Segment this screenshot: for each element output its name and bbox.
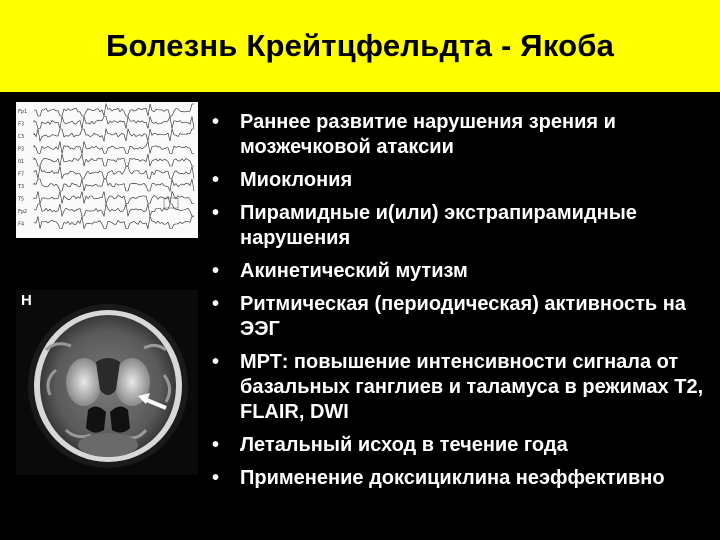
bullet-text: Миоклония bbox=[240, 169, 353, 191]
bullet-dot: • bbox=[212, 467, 220, 489]
bullet-text: Раннее развитие нарушения зрения и мозжечковой атаксии bbox=[240, 111, 616, 158]
bullet-text: Ритмическая (периодическая) активность на ЭЭГ bbox=[240, 293, 686, 340]
bullet-list bbox=[212, 110, 712, 499]
bullet-text: МРТ: повышение интенсивности сигнала от базальных ганглиев и таламуса в режимах T2, FLAIR, DWI bbox=[240, 351, 704, 423]
eeg-channel-label: T5 bbox=[18, 196, 25, 203]
bullet-text: Применение доксициклина неэффективно bbox=[240, 467, 665, 489]
eeg-trace bbox=[34, 129, 194, 141]
bullet-text: Летальный исход в течение года bbox=[240, 434, 568, 456]
bullet-dot: • bbox=[212, 202, 220, 224]
bullet-dot: • bbox=[212, 169, 220, 191]
bullet-item bbox=[212, 433, 712, 458]
bullet-dot: • bbox=[212, 260, 220, 282]
bullet-item bbox=[212, 168, 712, 193]
bullet-text: Пирамидные и(или) экстрапирамидные нарушения bbox=[240, 202, 637, 249]
eeg-channel-label: Fp2 bbox=[18, 209, 28, 215]
mri-label: H bbox=[21, 292, 32, 309]
bullet-item bbox=[212, 259, 712, 284]
eeg-channel-label: Fp1 bbox=[18, 109, 28, 115]
bullet-dot: • bbox=[212, 111, 220, 133]
eeg-trace bbox=[34, 117, 194, 129]
eeg-channel-label: O1 bbox=[18, 159, 25, 165]
eeg-channel-label: F3 bbox=[18, 121, 25, 128]
eeg-channel-label: F7 bbox=[18, 171, 25, 178]
eeg-trace bbox=[34, 179, 194, 191]
eeg-trace bbox=[34, 142, 194, 154]
eeg-channel-label: P3 bbox=[18, 146, 25, 153]
bullet-item bbox=[212, 466, 712, 491]
bullet-item bbox=[212, 350, 712, 425]
eeg-channel-label: T3 bbox=[18, 184, 25, 190]
right-ventricle-horn bbox=[110, 406, 130, 432]
bullet-dot: • bbox=[212, 434, 220, 456]
eeg-channel-label: F4 bbox=[18, 221, 25, 228]
slide-body bbox=[0, 92, 720, 540]
eeg-trace bbox=[34, 192, 194, 204]
eeg-trace bbox=[34, 167, 194, 179]
bullet-item bbox=[212, 110, 712, 160]
mri-image bbox=[16, 290, 198, 475]
eeg-trace bbox=[34, 154, 194, 166]
eeg-trace bbox=[34, 217, 194, 229]
mri-brain-graphic bbox=[16, 290, 198, 475]
bullet-item bbox=[212, 292, 712, 342]
bullet-item bbox=[212, 201, 712, 251]
title-bar bbox=[0, 0, 720, 92]
bullet-text: Акинетический мутизм bbox=[240, 260, 468, 282]
left-ventricle-horn bbox=[86, 406, 106, 432]
bullet-dot: • bbox=[212, 293, 220, 315]
eeg-channel-label: C3 bbox=[18, 134, 25, 140]
eeg-trace bbox=[34, 204, 194, 216]
occipital-region bbox=[78, 433, 138, 457]
bullet-dot: • bbox=[212, 351, 220, 373]
eeg-trace bbox=[34, 104, 194, 116]
eeg-image bbox=[16, 102, 198, 238]
slide-title: Болезнь Крейтцфельдта - Якоба bbox=[105, 28, 615, 63]
eeg-trace-graphic bbox=[16, 102, 198, 238]
eeg-scale-box bbox=[164, 198, 178, 208]
